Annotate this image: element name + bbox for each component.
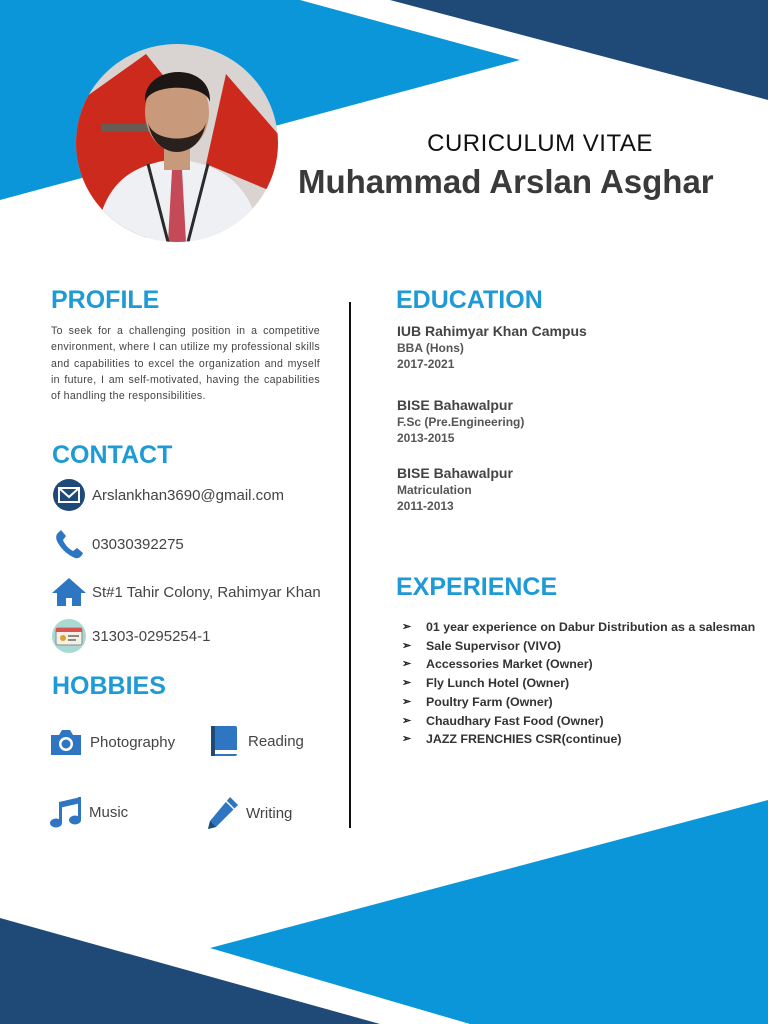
experience-item-text: Chaudhary Fast Food (Owner): [426, 713, 604, 728]
education-years: 2017-2021: [397, 357, 455, 371]
column-divider: [349, 302, 351, 828]
hobby-writing: [204, 795, 292, 831]
education-years: 2011-2013: [397, 499, 454, 513]
experience-item-text: 01 year experience on Dabur Distribution as a salesman: [426, 620, 756, 634]
experience-item: [402, 637, 762, 656]
hobby-music: [47, 794, 128, 830]
document-type-title: CURICULUM VITAE: [427, 130, 653, 157]
experience-heading: EXPERIENCE: [396, 573, 558, 601]
experience-item: [402, 674, 762, 693]
education-entry: [397, 464, 727, 514]
hobby-music-label: Music: [89, 803, 129, 821]
hobby-reading: [206, 723, 304, 759]
education-degree: Matriculation: [397, 483, 472, 497]
pencil-icon: [204, 795, 240, 831]
contact-cnic-row: [50, 620, 210, 652]
arrow-bullet-icon: ➢: [402, 621, 412, 633]
candidate-name: Muhammad Arslan Asghar: [298, 163, 714, 200]
bottom-blue-wedge: [210, 800, 768, 1024]
experience-item-text: Poultry Farm (Owner): [426, 694, 553, 709]
experience-item-text: Fly Lunch Hotel (Owner): [426, 676, 570, 691]
education-degree: F.Sc (Pre.Engineering): [397, 415, 525, 429]
camera-icon: [48, 724, 84, 760]
profile-heading: PROFILE: [51, 286, 160, 314]
contact-cnic: 31303-0295254-1: [92, 627, 211, 645]
experience-item: [402, 655, 762, 674]
contact-email-row: [50, 479, 284, 511]
profile-text: To seek for a challenging position in a competitive environment, where I can utilize my professional skills and capabilities to excel the organization and myself in future, I am self-motivated, having the capabilities of handling the responsibilities.: [51, 325, 320, 403]
experience-item: [402, 712, 762, 731]
education-heading: EDUCATION: [396, 286, 543, 314]
profile-photo: [76, 44, 278, 242]
hobby-photography: [48, 724, 175, 760]
education-entry: [397, 396, 727, 446]
contact-phone[interactable]: 03030392275: [92, 535, 184, 553]
experience-item-text: JAZZ FRENCHIES CSR(continue): [426, 732, 622, 747]
music-note-icon: [47, 794, 83, 830]
hobby-photography-label: Photography: [90, 733, 176, 751]
arrow-bullet-icon: ➢: [402, 714, 412, 727]
hobby-writing-label: Writing: [246, 804, 293, 822]
arrow-bullet-icon: ➢: [402, 695, 412, 708]
arrow-bullet-icon: ➢: [402, 658, 412, 671]
education-school: IUB Rahimyar Khan Campus: [397, 323, 587, 339]
experience-item: [402, 730, 762, 749]
envelope-icon: [50, 479, 88, 511]
hobbies-heading: HOBBIES: [52, 672, 166, 700]
contact-phone-row: [50, 528, 184, 560]
contact-address: St#1 Tahir Colony, Rahimyar Khan: [92, 583, 321, 601]
experience-item: [402, 618, 762, 637]
experience-item-text: Sale Supervisor (VIVO): [426, 638, 561, 653]
education-degree: BBA (Hons): [397, 341, 464, 355]
experience-list: [402, 618, 762, 749]
hobby-reading-label: Reading: [248, 732, 304, 750]
education-school: BISE Bahawalpur: [397, 397, 513, 413]
book-icon: [206, 723, 242, 759]
experience-item: [402, 693, 762, 712]
contact-address-row: [50, 576, 321, 608]
contact-email[interactable]: Arslankhan3690@gmail.com: [92, 486, 284, 504]
arrow-bullet-icon: ➢: [402, 733, 412, 746]
phone-icon: [50, 528, 88, 560]
experience-item-text: Accessories Market (Owner): [426, 657, 593, 672]
contact-heading: CONTACT: [52, 441, 173, 469]
education-entry: [397, 322, 727, 372]
arrow-bullet-icon: ➢: [402, 677, 412, 690]
id-card-icon: [50, 620, 88, 652]
arrow-bullet-icon: ➢: [402, 639, 412, 652]
home-icon: [50, 576, 88, 608]
education-years: 2013-2015: [397, 431, 455, 445]
education-school: BISE Bahawalpur: [397, 465, 513, 481]
